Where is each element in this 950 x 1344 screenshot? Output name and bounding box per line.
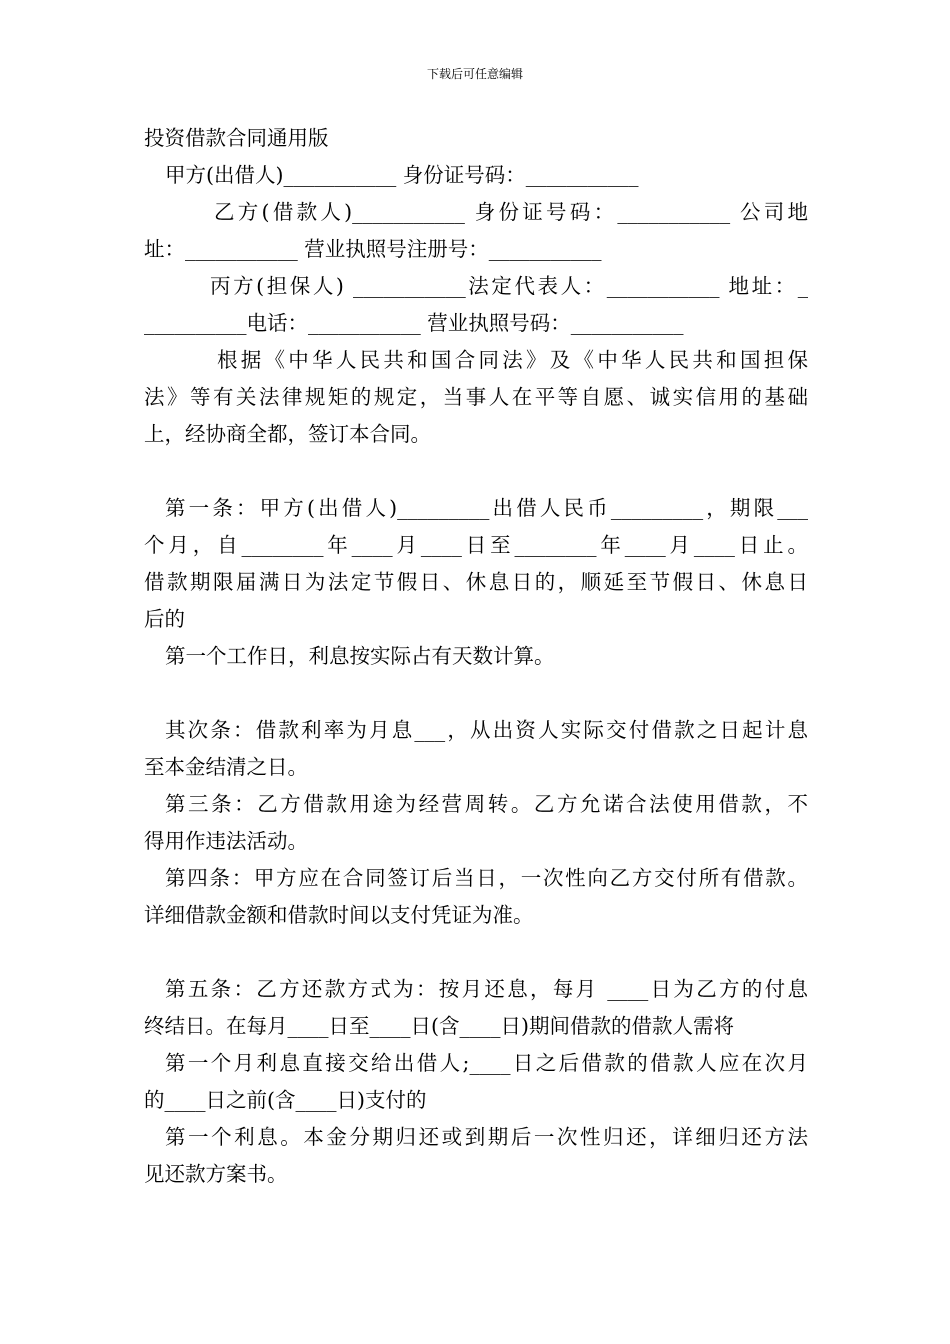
preamble-line: 根据《中华人民共和国合同法》及《中华人民共和国担保 — [217, 348, 808, 372]
article-2-line: 至本金结清之日。 — [144, 755, 308, 779]
page-header-note: 下载后可任意编辑 — [426, 67, 523, 81]
article-5-line: 第五条：乙方还款方式为：按月还息，每月 ____日为乙方的付息 — [165, 977, 808, 1001]
article-5-line: 见还款方案书。 — [144, 1162, 288, 1186]
party-b-line-cont: 址：___________ 营业执照号注册号：___________ — [144, 237, 602, 261]
article-5-line: 第一个月利息直接交给出借人;____日之后借款的借款人应在次月 — [165, 1051, 808, 1075]
article-3-line: 第三条：乙方借款用途为经营周转。乙方允诺合法使用借款，不 — [165, 792, 808, 816]
article-1-line: 个月，自________年____月____日至________年____月____日止。 — [144, 533, 808, 557]
document-title: 投资借款合同通用版 — [144, 126, 329, 150]
article-2-line: 其次条：借款利率为月息___，从出资人实际交付借款之日起计息 — [165, 718, 808, 742]
preamble-line: 法》等有关法律规矩的规定，当事人在平等自愿、诚实信用的基础 — [144, 385, 808, 409]
article-5-line: 终结日。在每月____日至____日(含____日)期间借款的借款人需将 — [144, 1014, 734, 1038]
article-1-line: 借款期限届满日为法定节假日、休息日的，顺延至节假日、休息日 — [144, 570, 808, 594]
article-4-line: 第四条：甲方应在合同签订后当日，一次性向乙方交付所有借款。 — [165, 866, 808, 890]
paragraph-spacer — [144, 453, 808, 490]
paragraph-spacer — [144, 675, 808, 712]
party-a-line: 甲方(出借人)___________ 身份证号码：___________ — [165, 163, 639, 187]
article-5-line: 的____日之前(含____日)支付的 — [144, 1088, 427, 1112]
party-c-line-cont: __________电话：___________ 营业执照号码：___________ — [144, 311, 684, 335]
article-3-line: 得用作违法活动。 — [144, 829, 308, 853]
article-1-line: 后的 — [144, 607, 185, 631]
article-4-line: 详细借款金额和借款时间以支付凭证为准。 — [144, 903, 534, 927]
article-1-line: 第一个工作日，利息按实际占有天数计算。 — [165, 644, 555, 668]
preamble-line: 上，经协商全都，签订本合同。 — [144, 422, 431, 446]
article-5-line: 第一个利息。本金分期归还或到期后一次性归还，详细归还方法 — [165, 1125, 808, 1149]
paragraph-spacer — [144, 934, 808, 971]
contract-body — [144, 120, 808, 1193]
party-c-line: 丙方(担保人) ___________法定代表人：___________ 地址：_ — [210, 274, 808, 298]
party-b-line: 乙方(借款人)___________ 身份证号码：___________ 公司地 — [214, 200, 808, 224]
article-1-line: 第一条：甲方(出借人)_________出借人民币_________，期限___ — [165, 496, 808, 520]
